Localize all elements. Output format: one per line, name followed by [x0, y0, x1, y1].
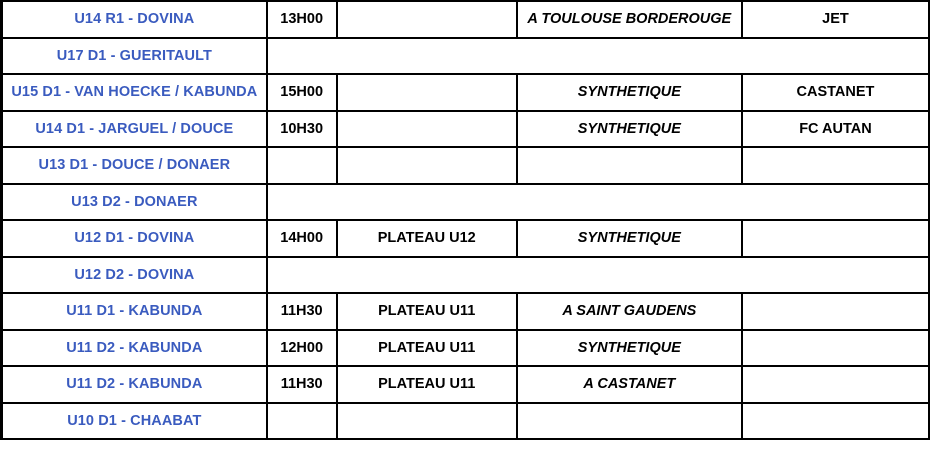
row-club: [742, 330, 929, 367]
row-team-label: U13 D1 - DOUCE / DONAER: [2, 147, 267, 184]
row-event: [337, 147, 517, 184]
row-event: [337, 1, 517, 38]
table-row: [2, 366, 930, 403]
row-event: PLATEAU U11: [337, 366, 517, 403]
row-time: 10H30: [267, 111, 337, 148]
row-team-label: U13 D2 - DONAER: [2, 184, 267, 221]
table-row: [2, 220, 930, 257]
row-place: [517, 403, 742, 440]
table-row: [2, 293, 930, 330]
row-time: [267, 147, 337, 184]
row-club: CASTANET: [742, 74, 929, 111]
row-event: [337, 403, 517, 440]
row-time: 11H30: [267, 366, 337, 403]
row-empty-span: [267, 257, 929, 294]
row-team-label: U14 R1 - DOVINA: [2, 1, 267, 38]
row-event: PLATEAU U11: [337, 293, 517, 330]
table-row: [2, 184, 930, 221]
table-row: [2, 403, 930, 440]
row-team-label: U12 D1 - DOVINA: [2, 220, 267, 257]
table-row: [2, 330, 930, 367]
table-row: [2, 74, 930, 111]
row-time: 15H00: [267, 74, 337, 111]
row-event: PLATEAU U12: [337, 220, 517, 257]
row-team-label: U11 D2 - KABUNDA: [2, 366, 267, 403]
row-place: SYNTHETIQUE: [517, 330, 742, 367]
row-empty-span: [267, 38, 929, 75]
row-team-label: U10 D1 - CHAABAT: [2, 403, 267, 440]
row-team-label: U12 D2 - DOVINA: [2, 257, 267, 294]
table-row: [2, 1, 930, 38]
table-row: [2, 147, 930, 184]
row-time: 14H00: [267, 220, 337, 257]
row-club: FC AUTAN: [742, 111, 929, 148]
row-team-label: U15 D1 - VAN HOECKE / KABUNDA: [2, 74, 267, 111]
row-team-label: U11 D2 - KABUNDA: [2, 330, 267, 367]
row-place: A SAINT GAUDENS: [517, 293, 742, 330]
row-club: [742, 403, 929, 440]
row-club: [742, 366, 929, 403]
row-event: PLATEAU U11: [337, 330, 517, 367]
row-place: A TOULOUSE BORDEROUGE: [517, 1, 742, 38]
row-time: [267, 403, 337, 440]
row-time: 11H30: [267, 293, 337, 330]
row-place: SYNTHETIQUE: [517, 74, 742, 111]
row-place: SYNTHETIQUE: [517, 111, 742, 148]
row-team-label: U14 D1 - JARGUEL / DOUCE: [2, 111, 267, 148]
table-row: [2, 38, 930, 75]
row-club: [742, 147, 929, 184]
row-empty-span: [267, 184, 929, 221]
row-place: A CASTANET: [517, 366, 742, 403]
row-club: JET: [742, 1, 929, 38]
row-team-label: U17 D1 - GUERITAULT: [2, 38, 267, 75]
schedule-table-body: [2, 1, 930, 439]
row-team-label: U11 D1 - KABUNDA: [2, 293, 267, 330]
table-row: [2, 111, 930, 148]
row-event: [337, 111, 517, 148]
row-club: [742, 293, 929, 330]
row-place: [517, 147, 742, 184]
row-time: 12H00: [267, 330, 337, 367]
row-club: [742, 220, 929, 257]
row-time: 13H00: [267, 1, 337, 38]
table-row: [2, 257, 930, 294]
row-place: SYNTHETIQUE: [517, 220, 742, 257]
row-event: [337, 74, 517, 111]
